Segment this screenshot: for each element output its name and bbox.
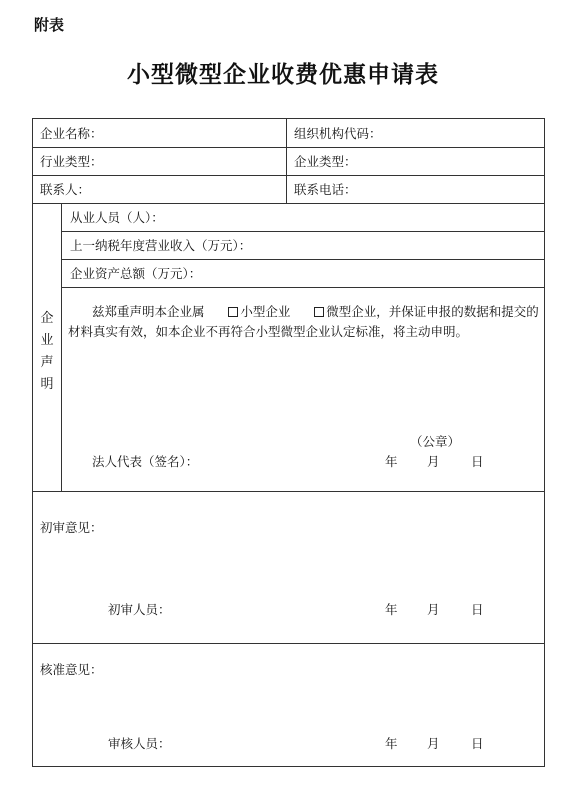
declaration-day-label: 日 xyxy=(471,454,484,469)
row-divider xyxy=(32,175,545,176)
micro-enterprise-checkbox[interactable] xyxy=(314,307,324,317)
declaration-text: 兹郑重声明本企业属 小型企业 微型企业，并保证申报的数据和提交的材料真实有效，如本企业不再符合小型微型企业认定标准，将主动申明。 xyxy=(68,304,539,339)
side-label-divider xyxy=(61,203,62,492)
revenue-label: 上一纳税年度营业收入（万元）： xyxy=(70,238,252,253)
approval-day-label: 日 xyxy=(471,736,484,751)
form-title: 小型微型企业收费优惠申请表 xyxy=(127,61,439,88)
first-reviewer-label: 初审人员： xyxy=(108,602,171,617)
approval-reviewer-label: 审核人员： xyxy=(108,736,171,751)
contact-label: 联系人： xyxy=(40,182,91,197)
micro-enterprise-option: 微型企业 xyxy=(326,304,377,319)
row-divider xyxy=(61,287,545,288)
declaration-year-label: 年 xyxy=(385,454,398,469)
company-name-label: 企业名称： xyxy=(40,126,103,141)
annex-label: 附表 xyxy=(34,16,65,34)
first-review-opinion-label: 初审意见： xyxy=(40,520,103,535)
table-border-top xyxy=(32,118,545,119)
row-divider xyxy=(32,643,545,644)
small-enterprise-checkbox[interactable] xyxy=(228,307,238,317)
org-code-label: 组织机构代码： xyxy=(294,126,382,141)
table-border-right xyxy=(544,118,545,767)
seal-label: （公章） xyxy=(410,434,461,449)
row-divider xyxy=(61,259,545,260)
approval-opinion-label: 核准意见： xyxy=(40,662,103,677)
table-border-left xyxy=(32,118,33,767)
employees-label: 从业人员（人）： xyxy=(70,210,164,225)
industry-type-label: 行业类型： xyxy=(40,154,103,169)
table-border-bottom xyxy=(32,766,545,767)
approval-year-label: 年 xyxy=(385,736,398,751)
company-type-label: 企业类型： xyxy=(294,154,357,169)
column-divider xyxy=(286,118,287,204)
first-review-day-label: 日 xyxy=(471,602,484,617)
assets-label: 企业资产总额（万元）： xyxy=(70,266,202,281)
declaration-month-label: 月 xyxy=(427,454,440,469)
row-divider xyxy=(32,491,545,492)
approval-month-label: 月 xyxy=(427,736,440,751)
row-divider xyxy=(32,147,545,148)
first-review-month-label: 月 xyxy=(427,602,440,617)
row-divider xyxy=(61,231,545,232)
row-divider xyxy=(32,203,545,204)
declaration-side-label: 企 业 声 明 xyxy=(40,311,54,392)
legal-rep-signature-label: 法人代表（签名）： xyxy=(92,454,199,469)
phone-label: 联系电话： xyxy=(294,182,357,197)
first-review-year-label: 年 xyxy=(385,602,398,617)
small-enterprise-option: 小型企业 xyxy=(240,304,291,319)
